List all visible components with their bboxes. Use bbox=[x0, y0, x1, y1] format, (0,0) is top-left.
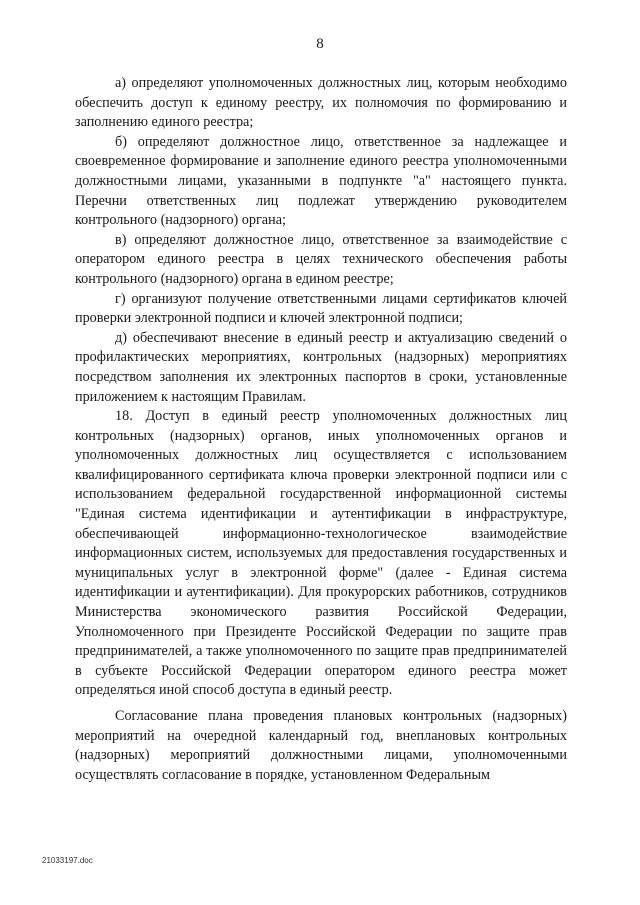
page-number: 8 bbox=[316, 36, 324, 52]
paragraph-a: а) определяют уполномоченных должностных лиц, которым необходимо обеспечить доступ к единому реестру, их полномочия по формированию и заполнению единого реестра; bbox=[75, 75, 567, 131]
paragraph-v: в) определяют должностное лицо, ответственное за взаимодействие с оператором единого реестра в целях технического обеспечения работы контрольного (надзорного) органа в едином реестре; bbox=[75, 231, 567, 287]
document-body bbox=[75, 74, 567, 785]
paragraph-18: 18. Доступ в единый реестр уполномоченных должностных лиц контрольных (надзорных) органов, иных уполномоченных органов и уполномоченных должностных лиц осуществляется с использованием квалифицированного сертификата ключа проверки электронной подписи или с использованием федеральной государственной информационной системы "Единая система идентификации и аутентификации в инфраструктуре, обеспечивающей информационно-технологическое взаимодействие информационных систем, используемых для предоставления государственных и муниципальных услуг в электронной форме" (далее - Единая система идентификации и аутентификации). Для прокурорских работников, сотрудников Министерства экономического развития Российской Федерации, Уполномоченного при Президенте Российской Федерации по защите прав предпринимателей, а также уполномоченного по защите прав предпринимателей в субъекте Российской Федерации оператором единого реестра может определяться иной способ доступа в единый реестр. bbox=[75, 408, 567, 699]
paragraph-d: д) обеспечивают внесение в единый реестр и актуализацию сведений о профилактических мероприятиях, контрольных (надзорных) мероприятиях посредством заполнения их электронных паспортов в сроки, установленные приложением к настоящим Правилам. bbox=[75, 329, 567, 405]
paragraph-approval: Согласование плана проведения плановых контрольных (надзорных) мероприятий на очередной календарный год, внеплановых контрольных (надзорных) мероприятий должностными лицами, уполномоченными осуществлять согласование в порядке, установленном Федеральным bbox=[75, 708, 567, 783]
document-filename: 21033197.doc bbox=[42, 856, 93, 865]
paragraph-g: г) организуют получение ответственными лицами сертификатов ключей проверки электронной подписи и ключей электронной подписи; bbox=[75, 290, 567, 327]
paragraph-b: б) определяют должностное лицо, ответственное за надлежащее и своевременное формирование и заполнение единого реестра уполномоченными должностными лицами, указанными в подпункте "а" настоящего пункта. Перечни ответственных лиц подлежат утверждению руководителем контрольного (надзорного) органа; bbox=[75, 133, 567, 229]
